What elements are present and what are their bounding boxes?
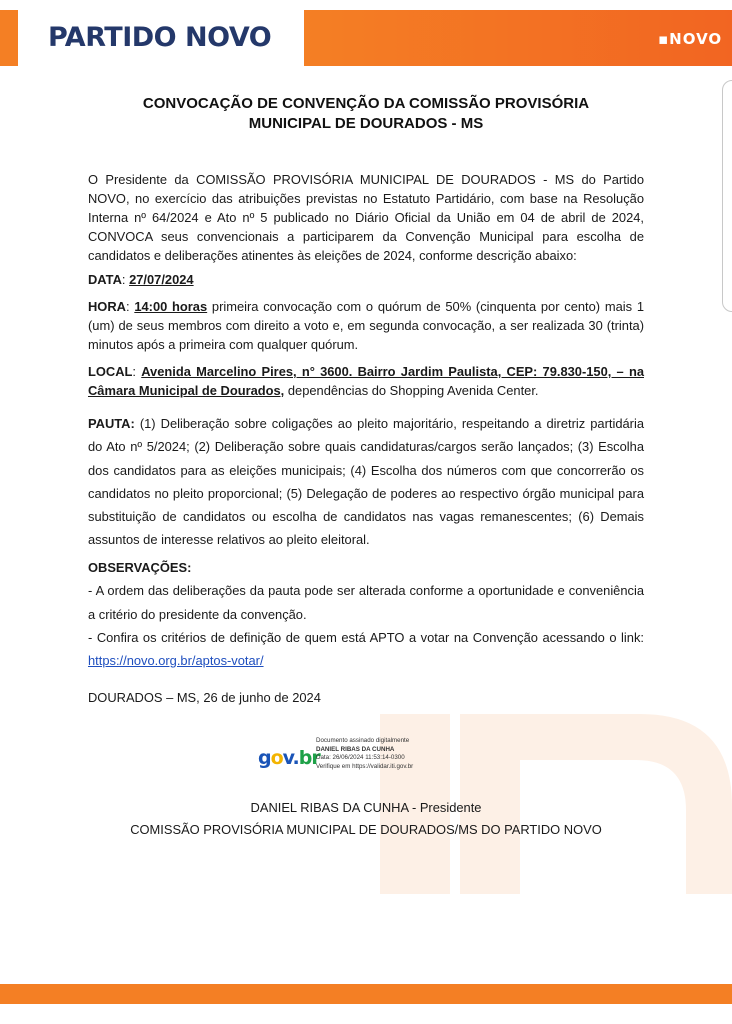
footer-orange-bar bbox=[0, 984, 732, 1004]
aptos-votar-link[interactable]: https://novo.org.br/aptos-votar/ bbox=[88, 653, 264, 669]
party-logo: PARTIDO NOVO bbox=[48, 22, 272, 53]
observation-item-1: - A ordem das deliberações da pauta pode ser alterada conforme a oportunidade e conveniência a critério do presidente da convenção. bbox=[88, 583, 644, 622]
location-paragraph bbox=[88, 362, 644, 400]
place-date: DOURADOS – MS, 26 de junho de 2024 bbox=[88, 690, 321, 705]
date-separator: : bbox=[121, 272, 130, 287]
observation-item-2-text: - Confira os critérios de definição de quem está APTO a votar na Convenção acessando o link: bbox=[88, 629, 644, 645]
observations-label: OBSERVAÇÕES: bbox=[88, 560, 192, 575]
time-value: 14:00 horas bbox=[134, 299, 208, 314]
signature-date: Data: 26/06/2024 11:53:14-0300 bbox=[316, 754, 405, 761]
signature-line-1: Documento assinado digitalmente bbox=[316, 737, 410, 744]
date-value: 27/07/2024 bbox=[129, 272, 194, 287]
signer-name: DANIEL RIBAS DA CUNHA - Presidente bbox=[250, 800, 482, 815]
signature-verify: Verifique em https://validar.iti.gov.br bbox=[316, 762, 414, 770]
observation-item-2 bbox=[88, 626, 644, 673]
time-text: primeira convocação com o quórum de 50% (cinquenta por cento) mais 1 (um) de seus membros com direito a voto e, em segunda convocação, a ser realizada 30 (trinta) minutos após a primeira com qualquer quórum. bbox=[88, 299, 645, 352]
time-paragraph bbox=[88, 297, 644, 354]
title-line-2: MUNICIPAL DE DOURADOS - MS bbox=[248, 115, 484, 132]
location-separator: : bbox=[132, 364, 142, 379]
signature-details bbox=[316, 737, 413, 771]
intro-paragraph: O Presidente da COMISSÃO PROVISÓRIA MUNICIPAL DE DOURADOS - MS do Partido NOVO, no exercício das atribuições previstas no Estatuto Partidário, com base na Resolução Interna nº 64/2024 e Ato nº 5 publicado no Diário Oficial da União em 04 de abril de 2024, CONVOCA seus convencionais a participarem da Convenção Municipal para escolha de candidatos e deliberações atinentes às eleições de 2024, conforme descrição abaixo: bbox=[88, 172, 644, 263]
location-value: Avenida Marcelino Pires, n° 3600. Bairro Jardim Paulista, CEP: 79.830-150, – na Câmara Municipal de Dourados, bbox=[88, 364, 644, 398]
agenda-paragraph bbox=[88, 412, 644, 552]
location-label: LOCAL bbox=[88, 364, 133, 379]
location-text: dependências do Shopping Avenida Center. bbox=[284, 383, 539, 398]
date-paragraph bbox=[88, 270, 644, 289]
signature-signer-name: DANIEL RIBAS DA CUNHA bbox=[316, 745, 395, 753]
novo-brand-mark: ▪NOVO bbox=[658, 30, 723, 48]
digital-signature-stamp bbox=[258, 737, 458, 779]
document-title bbox=[60, 94, 672, 134]
time-label: HORA bbox=[88, 299, 126, 314]
header-accent-bar bbox=[0, 10, 18, 66]
date-label: DATA bbox=[88, 272, 122, 287]
time-separator: : bbox=[125, 299, 135, 314]
page-edge-tab bbox=[722, 80, 732, 312]
agenda-label: PAUTA: bbox=[88, 416, 135, 431]
agenda-text: (1) Deliberação sobre coligações ao pleito majoritário, respeitando a diretriz partidária do Ato nº 5/2024; (2) Deliberação sobre quais candidaturas/cargos serão lançados; (3) Escolha dos candidatos para as eleições municipais; (4) Escolha dos números com que concorrerão os candidatos no pleito proporcional; (5) Delegação de poderes ao respectivo órgão municipal para substituição de candidatos ou escolha de candidatos nas vagas remanescentes; (6) Demais assuntos de interesse relativos ao pleito eleitoral. bbox=[88, 416, 644, 548]
observations-section bbox=[88, 556, 644, 672]
signer-organization: COMISSÃO PROVISÓRIA MUNICIPAL DE DOURADOS/MS DO PARTIDO NOVO bbox=[130, 822, 602, 837]
govbr-logo: gov.br bbox=[258, 747, 320, 769]
title-line-1: CONVOCAÇÃO DE CONVENÇÃO DA COMISSÃO PROVISÓRIA bbox=[142, 95, 590, 112]
